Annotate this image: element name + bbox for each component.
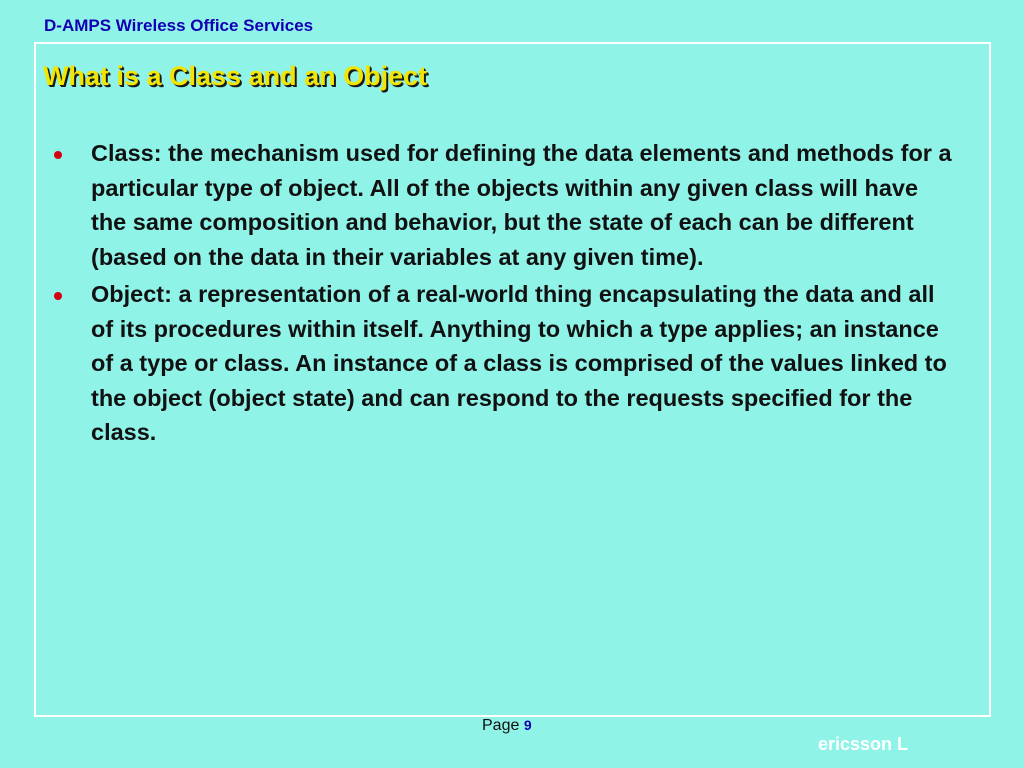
bullet-list [54,136,959,453]
slide-title: What is a Class and an Object [43,61,428,91]
footer-brand: ericsson L [818,734,909,754]
bullet-dot-icon [54,292,62,300]
page-label: Page [482,717,520,734]
bullet-dot-icon [54,151,62,159]
bullet-text-class: Class: the mechanism used for defining the data elements and methods for a particular type of object. All of the objects within any given class will have the same composition and behavior, but the state of each can be different (based on the data in their variables at any given time). [91,140,952,270]
bullet-item-object [54,277,959,450]
page-number-value: 9 [523,717,532,733]
presentation-header-title: D-AMPS Wireless Office Services [44,16,314,35]
page-number [482,717,532,735]
bullet-item-class [54,136,959,274]
bullet-text-object: Object: a representation of a real-world thing encapsulating the data and all of its procedures within itself. Anything to which a type applies; an instance of a type or class. An instance of a class is comprised of the values linked to the object (object state) and can respond to the requests specified for the class. [91,281,947,445]
